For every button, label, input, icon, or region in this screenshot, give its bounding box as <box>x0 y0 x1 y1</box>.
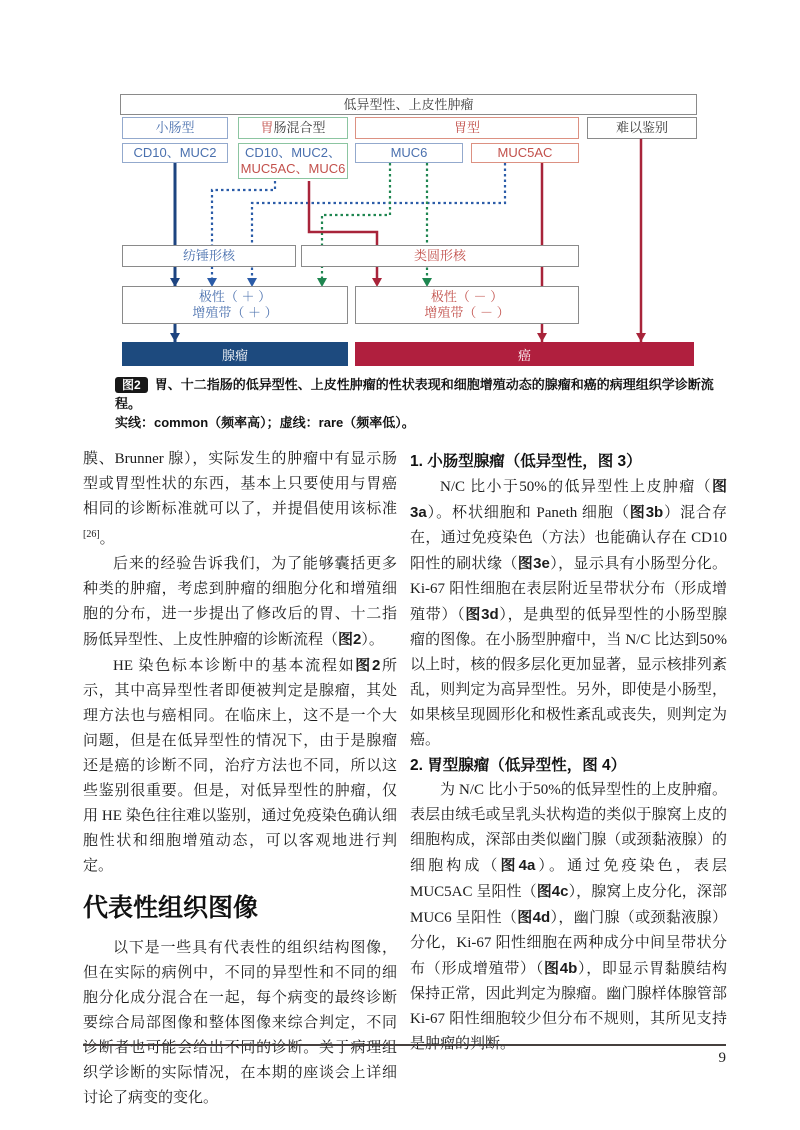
flowchart-box-markers-mixed <box>238 143 348 179</box>
section-title: 代表性组织图像 <box>83 895 259 922</box>
flowchart-label: 癌 <box>517 347 531 363</box>
flowchart-box-polarity-negative <box>355 286 579 324</box>
figure2-caption-line1 <box>115 375 715 413</box>
flowchart-label: 难以鉴别 <box>615 120 668 135</box>
left-column <box>83 447 397 1111</box>
flowchart-box-low-atypia-tumor <box>120 94 697 115</box>
flowchart-label-mixed-markers-1: CD10、MUC2、 <box>244 145 342 160</box>
paragraph: 膜、Brunner 腺），实际发生的肿瘤中有显示肠型或胃型性状的东西，基本上只要使用与胃癌相同的诊断标准就可以了，并提倡使用该标准[26]。 <box>83 451 397 547</box>
flowchart-label-mixed-rest: 肠混合型 <box>273 120 326 135</box>
flowchart-label: 极性（ － ） <box>430 289 504 304</box>
flowchart-label: 极性（ ＋ ） <box>198 289 272 304</box>
flowchart-label: 类圆形核 <box>413 248 466 263</box>
paragraph: 为 N/C 比小于50%的低异型性的上皮肿瘤。表层由绒毛或呈乳头状构造的类似于腺窝上皮的细胞构成，深部由类似幽门腺（或颈黏液腺）的细胞构成（图4a）。通过免疫染色，表层 MUC5AC 呈阳性（图4c），腺窝上皮分化，深部 MUC6 呈阳性（图4d），幽门腺（或颈黏液腺）分化，Ki-67 阳性细胞在两种成分中间呈带状分布（形成增殖带）（图4b），即显示胃黏膜结构保持正常，因此判定为腺瘤。幽门腺样体腺管部 Ki-67 阳性细胞较少但分布不规则，其所见支持是肿瘤的判断。 <box>410 782 727 1052</box>
flowchart-label-mixed-markers-2: MUC5AC、MUC6 <box>240 161 346 176</box>
flowchart-label: 增殖带（ － ） <box>424 305 510 320</box>
flowchart-label-mixed-prefix: 胃 <box>260 120 274 135</box>
flowchart-box-difficult-to-distinguish <box>587 117 697 139</box>
flowchart-label: CD10、MUC2 <box>133 145 217 160</box>
flowchart-box-gastric-type <box>355 117 579 139</box>
paragraph: 以下是一些具有代表性的组织结构图像，但在实际的病例中，不同的异型性和不同的细胞分化成分混合在一起，每个病变的最终诊断要综合局部图像和整体图像来综合判定，不同诊断者也可能会给出不同的诊断。关于病理组织学诊断的实际情况，在本期的座谈会上详细讨论了病变的变化。 <box>83 940 397 1106</box>
flowchart-bar-carcinoma <box>355 342 694 366</box>
figure2-flowchart <box>120 94 697 372</box>
subsection-heading-1: 1. 小肠型腺瘤（低异型性，图 3） <box>410 453 642 470</box>
flowchart-label: 小肠型 <box>155 120 195 135</box>
flowchart-box-marker-muc5ac <box>471 143 579 163</box>
flowchart-box-markers-intestinal <box>122 143 228 163</box>
figure2-caption <box>115 375 715 432</box>
flowchart-box-intestinal-type <box>122 117 228 139</box>
flowchart-box-polarity-positive <box>122 286 348 324</box>
flowchart-label: 腺瘤 <box>221 347 248 363</box>
flowchart-label: 胃型 <box>453 120 480 135</box>
flowchart-label: 增殖带（ ＋ ） <box>192 305 278 320</box>
flowchart-box-mixed-type <box>238 117 348 139</box>
flowchart-bar-adenoma <box>122 342 348 366</box>
figure2-caption-text: 胃、十二指肠的低异型性、上皮性肿瘤的性状表现和细胞增殖动态的腺瘤和癌的病理组织学诊断流程。 <box>115 377 714 411</box>
footer-rule <box>83 1044 726 1046</box>
flowchart-label: MUC5AC <box>497 145 553 160</box>
paragraph: 后来的经验告诉我们，为了能够囊括更多种类的肿瘤，考虑到肿瘤的细胞分化和增殖细胞的分布，进一步提出了修改后的胃、十二指肠低异型性、上皮性肿瘤的诊断流程（图2）。 <box>83 556 397 648</box>
flowchart-box-round-nucleus <box>301 245 579 267</box>
page-number: 9 <box>718 1050 726 1066</box>
flowchart-label: 低异型性、上皮性肿瘤 <box>343 96 474 112</box>
flowchart-box-spindle-nucleus <box>122 245 296 267</box>
flowchart-label: 纺锤形核 <box>182 248 235 263</box>
figure2-badge: 图2 <box>115 377 148 393</box>
subsection-heading-2: 2. 胃型腺瘤（低异型性，图 4） <box>410 757 627 774</box>
paragraph: N/C 比小于50%的低异型性上皮肿瘤（图3a）。杯状细胞和 Paneth 细胞（图3b）混合存在，通过免疫染色（方法）也能确认存在 CD10 阳性的刷状缘（图3e），显示具有小肠型分化。Ki-67 阳性细胞在表层附近呈带状分布（形成增殖带）（图3d），是典型的低异型性的小肠型腺瘤的图像。在小肠型肿瘤中，当 N/C 比达到50%以上时，核的假多层化更加显著，显示核排列紊乱，则判定为高异型性。另外，即使是小肠型，如果核呈现圆形化和极性紊乱或丧失，则判定为癌。 <box>410 478 727 748</box>
flowchart-label: MUC6 <box>390 145 428 160</box>
paragraph: HE 染色标本诊断中的基本流程如图2所示，其中高异型性者即便被判定是腺瘤，其处理方法也与癌相同。在临床上，这不是一个大问题，但是在低异型性的情况下，由于是腺瘤还是癌的诊断不同，治疗方法也不同，所以这些鉴别很重要。但是，对低异型性的肿瘤，仅用 HE 染色往往难以鉴别，通过免疫染色确认细胞性状和细胞增殖动态，可以客观地进行判定。 <box>83 657 397 874</box>
right-column <box>410 449 727 1057</box>
flowchart-box-marker-muc6 <box>355 143 463 163</box>
figure2-caption-legend: 实线：common（频率高）；虚线：rare（频率低）。 <box>115 415 415 430</box>
